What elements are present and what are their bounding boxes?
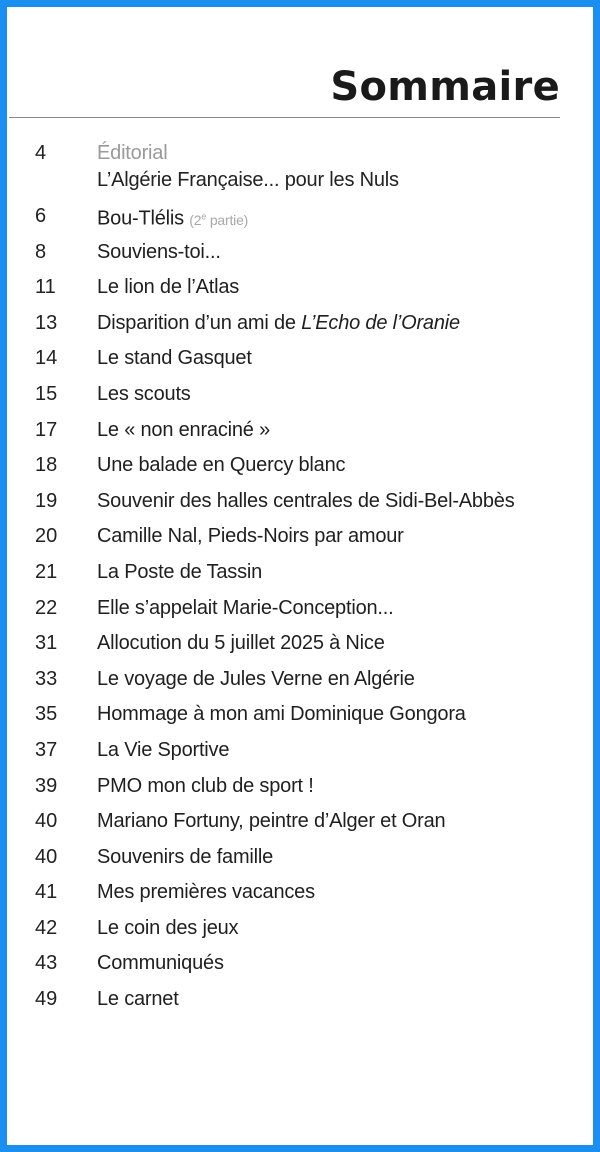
- page-number: 11: [35, 276, 56, 299]
- entry-title: Elle s’appelait Marie-Conception...: [97, 596, 394, 619]
- page-number: 8: [35, 240, 47, 263]
- entry-title: [97, 138, 399, 195]
- page-number: 14: [35, 347, 58, 370]
- toc-entry[interactable]: [7, 272, 593, 308]
- entry-title: Communiqués: [97, 952, 224, 975]
- entry-title: Souvenir des halles centrales de Sidi-Bel-Abbès: [97, 489, 515, 512]
- entry-title: [97, 201, 248, 235]
- entry-title: Le carnet: [97, 988, 179, 1011]
- part-note-post: partie): [206, 211, 249, 228]
- page-number: 35: [35, 703, 58, 726]
- page-title: Sommaire: [330, 64, 560, 110]
- toc-entry[interactable]: [7, 913, 593, 949]
- page-number: 18: [35, 454, 58, 477]
- toc-entry-editorial[interactable]: [7, 138, 593, 201]
- entry-title: Souviens-toi...: [97, 240, 221, 263]
- entry-title: Le « non enraciné »: [97, 418, 271, 441]
- page-number: 49: [35, 988, 58, 1011]
- toc-entry[interactable]: [7, 486, 593, 522]
- entry-title-text: Disparition d’un ami de: [97, 311, 302, 334]
- toc-entry[interactable]: [7, 877, 593, 913]
- entry-title: Camille Nal, Pieds-Noirs par amour: [97, 525, 404, 548]
- page-number: 40: [35, 845, 58, 868]
- toc-entry[interactable]: [7, 237, 593, 273]
- page-number: 20: [35, 525, 58, 548]
- entry-title: [97, 308, 460, 338]
- page-number: 19: [35, 489, 58, 512]
- page-number: 22: [35, 596, 58, 619]
- toc-entry[interactable]: [7, 948, 593, 984]
- toc-entry[interactable]: [7, 521, 593, 557]
- toc-entry[interactable]: [7, 664, 593, 700]
- page-number: 6: [35, 205, 47, 227]
- page-number: 41: [35, 881, 58, 904]
- entry-title: Le stand Gasquet: [97, 347, 252, 370]
- toc-entry[interactable]: [7, 450, 593, 486]
- entry-title: Souvenirs de famille: [97, 845, 274, 868]
- page-number: 40: [35, 810, 58, 833]
- entry-title: Hommage à mon ami Dominique Gongora: [97, 703, 466, 726]
- page-number: 15: [35, 382, 58, 405]
- part-note-pre: (2: [189, 211, 202, 228]
- toc-entry[interactable]: [7, 628, 593, 664]
- entry-title: Mariano Fortuny, peintre d’Alger et Oran: [97, 810, 446, 833]
- entry-title: Le lion de l’Atlas: [97, 276, 240, 299]
- toc-entry[interactable]: [7, 593, 593, 629]
- toc-entry[interactable]: [7, 735, 593, 771]
- toc-entry[interactable]: [7, 806, 593, 842]
- entry-title: Une balade en Quercy blanc: [97, 454, 346, 477]
- entry-title: Les scouts: [97, 382, 191, 405]
- page-number: 37: [35, 738, 58, 761]
- page-number: 43: [35, 952, 58, 975]
- toc-entry[interactable]: [7, 842, 593, 878]
- toc-entry[interactable]: [7, 308, 593, 344]
- part-note-sup: e: [201, 211, 207, 221]
- toc-page: [7, 7, 593, 1145]
- entry-subtitle: L’Algérie Française... pour les Nuls: [97, 169, 399, 191]
- section-kicker: Éditorial: [97, 142, 168, 164]
- page-number: 39: [35, 774, 58, 797]
- entry-title: Allocution du 5 juillet 2025 à Nice: [97, 632, 385, 655]
- entry-title: Mes premières vacances: [97, 881, 315, 904]
- page-number: 33: [35, 667, 58, 690]
- page-number: 17: [35, 418, 58, 441]
- toc-entry[interactable]: [7, 379, 593, 415]
- toc-entry[interactable]: [7, 343, 593, 379]
- table-of-contents: [7, 138, 593, 1020]
- toc-entry[interactable]: [7, 415, 593, 451]
- entry-title: Le coin des jeux: [97, 916, 239, 939]
- entry-title: La Vie Sportive: [97, 738, 230, 761]
- entry-title: PMO mon club de sport !: [97, 774, 314, 797]
- page-number: 31: [35, 632, 58, 655]
- title-rule-divider: [9, 117, 560, 118]
- entry-title: La Poste de Tassin: [97, 560, 263, 583]
- toc-entry[interactable]: [7, 771, 593, 807]
- part-note: [189, 212, 248, 228]
- toc-entry[interactable]: [7, 984, 593, 1020]
- toc-entry[interactable]: [7, 201, 593, 237]
- page-number: 4: [35, 142, 47, 164]
- toc-entry[interactable]: [7, 699, 593, 735]
- entry-title-text: Bou-Tlélis: [97, 207, 184, 230]
- page-number: 21: [35, 560, 58, 583]
- toc-entry[interactable]: [7, 557, 593, 593]
- page-number: 13: [35, 311, 58, 334]
- entry-title: Le voyage de Jules Verne en Algérie: [97, 667, 415, 690]
- publication-name: L’Echo de l’Oranie: [301, 311, 460, 334]
- page-number: 42: [35, 916, 58, 939]
